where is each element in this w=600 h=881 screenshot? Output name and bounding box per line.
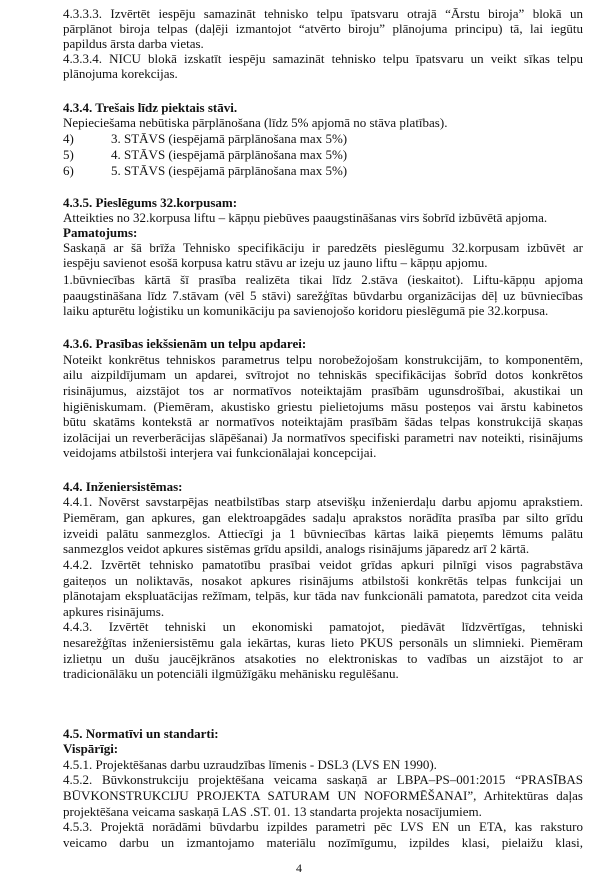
list-text: 3. STĀVS (iespējamā pārplānošana max 5%) — [111, 131, 348, 146]
text-line: veidojams atbilstoši interjera vai funkcionālajai koncepcijai. — [63, 445, 377, 460]
text-line: higiēniskumam. (Piemēram, akustisko griestu pielietojums māsu posteņos vai ārstu kabinetos — [63, 399, 583, 414]
text-line: iespēju savienot esošā korpusa katru stāvu ar izeju uz jauno liftu – kāpņu apjomu. — [63, 255, 488, 270]
text-line: pārplānot biroja telpas (daļēji izmantojot “atvērto biroju” plānojuma principu) tā, lai iegūtu — [63, 21, 583, 36]
list-number: 4) — [63, 131, 74, 146]
text-line: 4.5.3. Projektā norādāmi būvdarbu izpildes parametri pēc LVS EN un ETA, kas raksturo — [63, 819, 583, 834]
text-line: laiku apturētu loģistiku un komunikāciju pa savienojošo koridoru pieslēgumā pie 32.korpusa. — [63, 303, 549, 318]
text-line: Piemēram, gan apkures, gan elektroapgādes sadaļu aprakstos norādīta prasība par silto grīdu — [63, 510, 583, 525]
section-heading-4-5: 4.5. Normatīvi un standarti: — [63, 726, 219, 741]
list-number: 6) — [63, 163, 74, 178]
list-text: 5. STĀVS (iespējamā pārplānošana max 5%) — [111, 163, 348, 178]
text-line: Noteikt konkrētus tehniskos parametrus telpu norobežojošam konstrukcijām, to komponentēm, — [63, 352, 583, 367]
section-heading-4-3-4: 4.3.4. Trešais līdz piektais stāvi. — [63, 100, 238, 115]
text-line: veicamo darbu un izmantojamo materiālu nozīmīgumu, izpildes klasi, pielaižu klasi, — [63, 835, 583, 850]
section-heading-4-3-5: 4.3.5. Pieslēgums 32.korpusam: — [63, 195, 238, 210]
text-line: 4.4.2. Izvērtēt tehnisko pamatotību prasībai veidot grīdas apkuri pilnīgi visos pagrabstāva — [63, 557, 583, 572]
section-heading-4-3-6: 4.3.6. Prasības iekšsienām un telpu apdarei: — [63, 336, 307, 351]
list-number: 5) — [63, 147, 74, 162]
text-line: izveidi palātu sanmezglos. Attiecīgi ja 1 būvniecības kārtas laikā pieņemts lēmums palātu — [63, 526, 583, 541]
text-line: nesarežģītas inženiersistēmu gala iekārtas, kuras lieto PKUS personāls un slimnieki. Piemēram — [63, 635, 583, 650]
text-line: 4.4.3. Izvērtēt tehniski un ekonomiski pamatojot, piedāvāt līdzvērtīgas, tehniski — [63, 619, 583, 634]
text-line: 4.4.1. Novērst savstarpējas neatbilstības starp atsevišķu inženierdaļu darbu apjomu aprakstiem. — [63, 494, 583, 509]
text-line: gaiteņos un noliktavās, nosakot apkures risinājums atbilstoši konkrētās telpas funkcijai un — [63, 573, 583, 588]
text-line: projektēšana veicama saskaņā LAS .ST. 01. 13 standarta projekta nosacījumiem. — [63, 804, 482, 819]
text-line: risinājumus, aizstājot tos ar normatīvos noteiktajām prasībām ugunsdrošībai, akustikai un — [63, 383, 583, 398]
section-heading-4-4: 4.4. Inženiersistēmas: — [63, 479, 183, 494]
text-line: ailu aizpildījumam un apdarei, svītrojot no tehniskās specifikācijas šobrīd dotos konkrētos — [63, 367, 583, 382]
text-line: papildus ārsta darba vietas. — [63, 36, 204, 51]
text-line: būtu skatāms kontekstā ar normatīvos noteiktajām prasībām šādas telpas konstrukcijā skaņas — [63, 414, 583, 429]
text-line: paaugstināšana līdz 7.stāvam (vēl 5 stāvi) sarežģītas būvdarbu organizācijas dēļ uz būvniecības — [63, 288, 583, 303]
list-text: 4. STĀVS (iespējamā pārplānošana max 5%) — [111, 147, 348, 162]
text-line: 4.5.1. Projektēšanas darbu uzraudzības līmenis - DSL3 (LVS EN 1990). — [63, 757, 437, 772]
list-item — [63, 131, 583, 146]
text-line: tradicionālāku un potenciāli ilgmūžīgāku mehānisku regulēšanu. — [63, 666, 399, 681]
text-line: 4.3.3.3. Izvērtēt iespēju samazināt tehnisko telpu īpatsvaru otrajā “Ārstu biroja” blokā un — [63, 6, 583, 21]
subheading-pamatojums: Pamatojums: — [63, 225, 138, 240]
list-item — [63, 147, 583, 162]
text-line: 1.būvniecības kārtā šī prasība realizēta tikai līdz 2.stāva (ieskaitot). Liftu-kāpņu apjoma — [63, 272, 583, 287]
text-line: Saskaņā ar šā brīža Tehnisko specifikāciju ir paredzēts pieslēgumu 32.korpusam izbūvēt ar — [63, 240, 583, 255]
text-line: 4.3.3.4. NICU blokā izskatīt iespēju samazināt tehnisko telpu īpatsvaru un veikt sīkas telpu — [63, 51, 583, 66]
text-line: izolācijai un reverberācijas slāpēšanai) Ja normatīvos specifiski parametri nav noteikti, risinājums — [63, 430, 583, 445]
text-line: Nepieciešama nebūtiska pārplānošana (līdz 5% apjomā no stāva platības). — [63, 115, 448, 130]
text-line: plānojuma korekcijas. — [63, 66, 178, 81]
text-line: plānotajam ekspluatācijas režīmam, telpās, kur tāda nav funkcionāli pamatota, paredzot cita veida — [63, 588, 583, 603]
subheading-visparigi: Vispārīgi: — [63, 741, 119, 756]
text-line: Atteikties no 32.korpusa liftu – kāpņu piebūves paaugstināšanas virs šobrīd izbūvētā apjoma. — [63, 210, 548, 225]
text-line: sanmezglos veidot apkures sistēmas grīdu apsildi, analogs risinājums jāparedz arī 2 kārtā. — [63, 541, 530, 556]
list-item — [63, 163, 583, 178]
text-line: BŪVKONSTRUKCIJU PROJEKTA SATURAM UN NOFORMĒŠANAI”, Arhitektūras daļas — [63, 788, 583, 803]
text-line: 4.5.2. Būvkonstrukciju projektēšana veicama saskaņā ar LBPA–PS–001:2015 “PRASĪBAS — [63, 772, 583, 787]
text-line: apkures risinājums. — [63, 604, 165, 619]
text-line: izlietņu un dušu jaucējkrānos atsakoties no elektroniskas to vadības un aizstājot to ar — [63, 651, 583, 666]
page-number: 4 — [296, 861, 302, 875]
